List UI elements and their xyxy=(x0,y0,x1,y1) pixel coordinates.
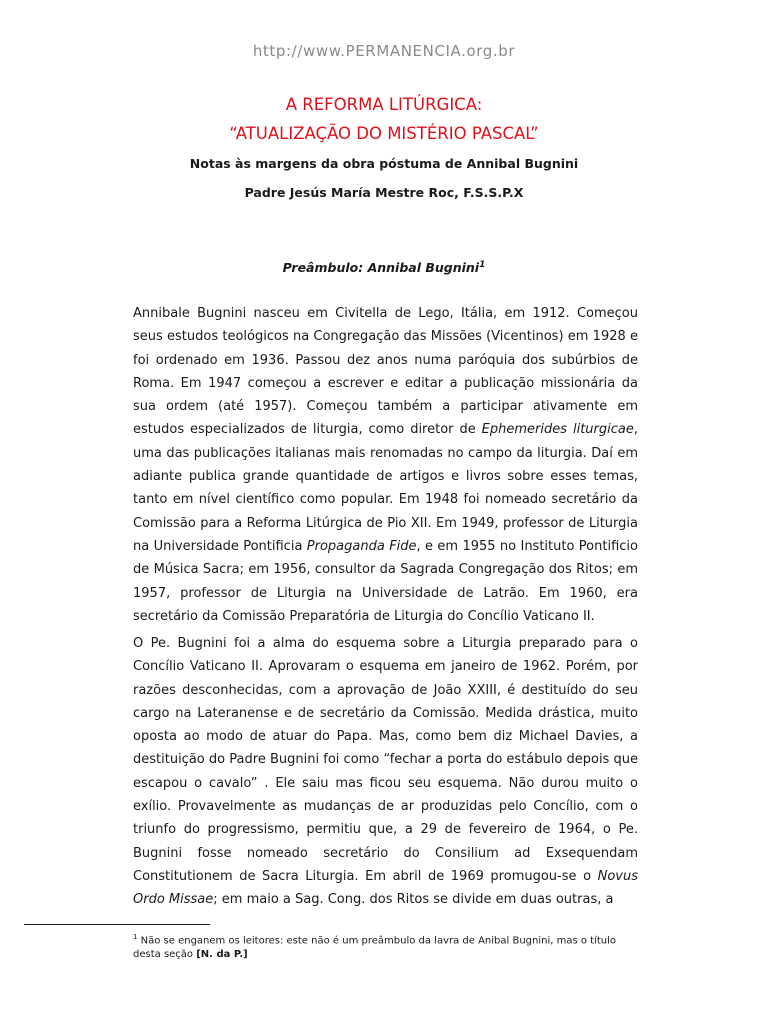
section-heading-text: Preâmbulo: Annibal Bugnini xyxy=(282,260,480,276)
paragraph-text: O Pe. Bugnini foi a alma do esquema sobre a Liturgia preparado para o Concílio Vaticano II. Aprovaram o esquema em janeiro de 1962. Porém, por razões desconhecidas, com a aprovação de João XXIII, é destituído do seu cargo na Lateranense e de secretário da Comissão. Medida drástica, muito oposta ao modo de atuar do Papa. Mas, como bem diz Michael Davies, a destituição do Padre Bugnini foi como “fechar a porta do estábulo depois que escapou o cavalo” . Ele saiu mas ficou seu esquema. Não durou muito o exílio. Provavelmente as mudanças de ar produzidas pelo Concílio, com o triunfo do progressismo, permitiu que, a 29 de fevereiro de 1964, o Pe. Bugnini fosse nomeado secretário do Consilium ad Exsequendam Constitutionem de Sacra Liturgia. Em abril de 1969 promugou-se o xyxy=(133,636,638,884)
footnote-bold-note: [N. da P.] xyxy=(196,949,248,961)
italic-title: Propaganda Fide xyxy=(306,538,417,554)
footnote-separator xyxy=(24,924,210,925)
body-paragraph-2 xyxy=(133,632,638,912)
italic-title: Novus Ordo Missae xyxy=(133,868,638,908)
paragraph-text: , uma das publicações italianas mais renomadas no campo da liturgia. Daí em adiante publica grande quantidade de artigos e livros sobre esses temas, tanto em nível científico como popular. Em 1948 foi nomeado secretário da Comissão para a Reforma Litúrgica de Pio XII. Em 1949, professor de Liturgia na Universidade Pontificia xyxy=(133,422,638,554)
paragraph-text: ; em maio a Sag. Cong. dos Ritos se divide em duas outras, a xyxy=(213,892,614,908)
footnote-reference[interactable]: 1 xyxy=(479,260,486,270)
document-title-line-1: A REFORMA LITÚRGICA: xyxy=(285,95,483,114)
paragraph-text: , e em 1955 no Instituto Pontificio de Música Sacra; em 1956, consultor da Sagrada Congregação dos Ritos; em 1957, professor de Liturgia na Universidade de Latrão. Em 1960, era secretário da Comissão Preparatória de Liturgia do Concílio Vaticano II. xyxy=(133,538,638,624)
italic-title: Ephemerides liturgicae xyxy=(481,422,634,438)
document-subtitle: Notas às margens da obra póstuma de Annibal Bugnini xyxy=(189,156,579,171)
footnote-text: Não se enganem os leitores: este não é um preâmbulo da lavra de Anibal Bugnini, mas o título desta seção xyxy=(133,935,617,961)
footnote-number: 1 xyxy=(133,933,138,941)
section-heading xyxy=(0,260,768,275)
footnote xyxy=(133,930,643,962)
document-title-line-2: “ATUALIZAÇÃO DO MISTÉRIO PASCAL” xyxy=(229,124,539,143)
header-url: http://www.PERMANENCIA.org.br xyxy=(252,42,516,60)
paragraph-text: Annibale Bugnini nasceu em Civitella de Lego, Itália, em 1912. Começou seus estudos teológicos na Congregação das Missões (Vicentinos) em 1928 e foi ordenado em 1936. Passou dez anos numa paróquia dos subúrbios de Roma. Em 1947 começou a escrever e editar a publicação missionária da sua ordem (até 1957). Começou também a participar ativamente em estudos especializados de liturgia, como diretor de xyxy=(133,306,638,438)
document-author: Padre Jesús María Mestre Roc, F.S.S.P.X xyxy=(244,185,524,200)
body-paragraph-1 xyxy=(133,302,638,628)
